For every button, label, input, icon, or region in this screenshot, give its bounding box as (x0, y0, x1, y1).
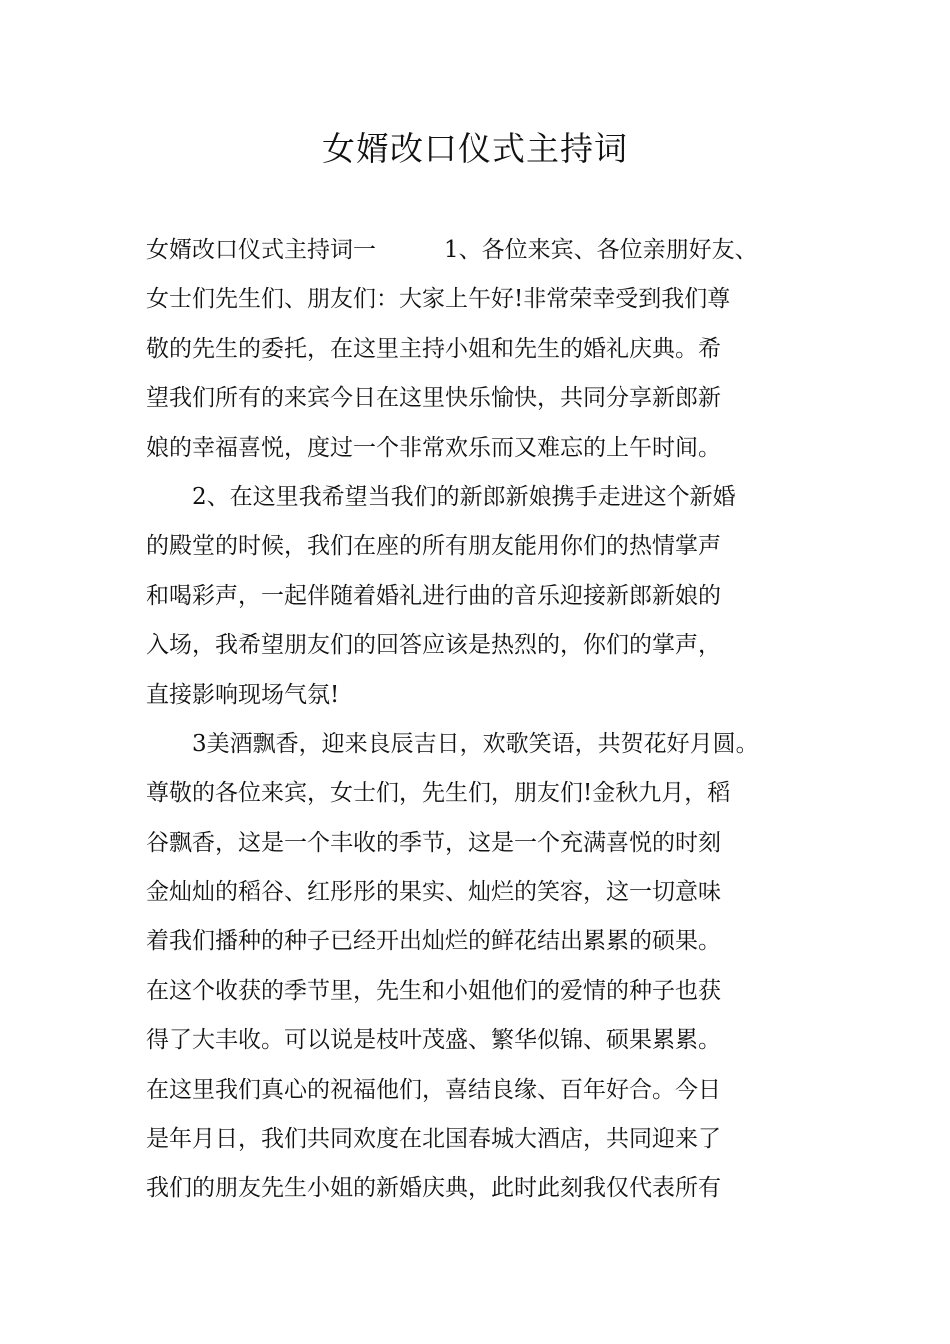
text-line: 谷飘香，这是一个丰收的季节，这是一个充满喜悦的时刻 (146, 829, 721, 856)
text-line (146, 226, 826, 275)
text-line: 尊敬的各位来宾，女士们，先生们，朋友们!金秋九月，稻 (146, 780, 731, 807)
text-line: 在这里我们真心的祝福他们，喜结良缘、百年好合。今日 (146, 1076, 721, 1103)
text-line: 直接影响现场气氛! (146, 681, 340, 708)
text-line: 入场，我希望朋友们的回答应该是热烈的，你们的掌声， (146, 632, 721, 659)
text-line: 敬的先生的委托，在这里主持小姐和先生的婚礼庆典。希 (146, 335, 721, 362)
text-line: 我们的朋友先生小姐的新婚庆典，此时此刻我仅代表所有 (146, 1175, 721, 1202)
document-body (146, 226, 826, 1214)
text-line: 是年月日，我们共同欢度在北国春城大酒店，共同迎来了 (146, 1126, 721, 1153)
text-segment: 1、各位来宾、各位亲朋好友、 (444, 237, 758, 263)
text-line: 3美酒飘香，迎来良辰吉日，欢歌笑语，共贺花好月圆。 (146, 730, 759, 757)
text-line: 着我们播种的种子已经开出灿烂的鲜花结出累累的硕果。 (146, 928, 721, 955)
text-line: 得了大丰收。可以说是枝叶茂盛、繁华似锦、硕果累累。 (146, 1027, 721, 1054)
section-heading: 女婿改口仪式主持词一 (146, 237, 376, 263)
text-line: 在这个收获的季节里，先生和小姐他们的爱情的种子也获 (146, 977, 721, 1004)
text-line: 的殿堂的时候，我们在座的所有朋友能用你们的热情掌声 (146, 533, 721, 560)
text-line: 女士们先生们、朋友们：大家上午好!非常荣幸受到我们尊 (146, 286, 731, 313)
text-line: 金灿灿的稻谷、红彤彤的果实、灿烂的笑容，这一切意味 (146, 879, 721, 906)
document-title: 女婿改口仪式主持词 (322, 129, 628, 168)
text-line: 和喝彩声，一起伴随着婚礼进行曲的音乐迎接新郎新娘的 (146, 582, 721, 609)
text-line: 2、在这里我希望当我们的新郎新娘携手走进这个新婚 (146, 483, 736, 510)
text-line: 娘的幸福喜悦，度过一个非常欢乐而又难忘的上午时间。 (146, 434, 721, 461)
text-line: 望我们所有的来宾今日在这里快乐愉快，共同分享新郎新 (146, 385, 721, 412)
